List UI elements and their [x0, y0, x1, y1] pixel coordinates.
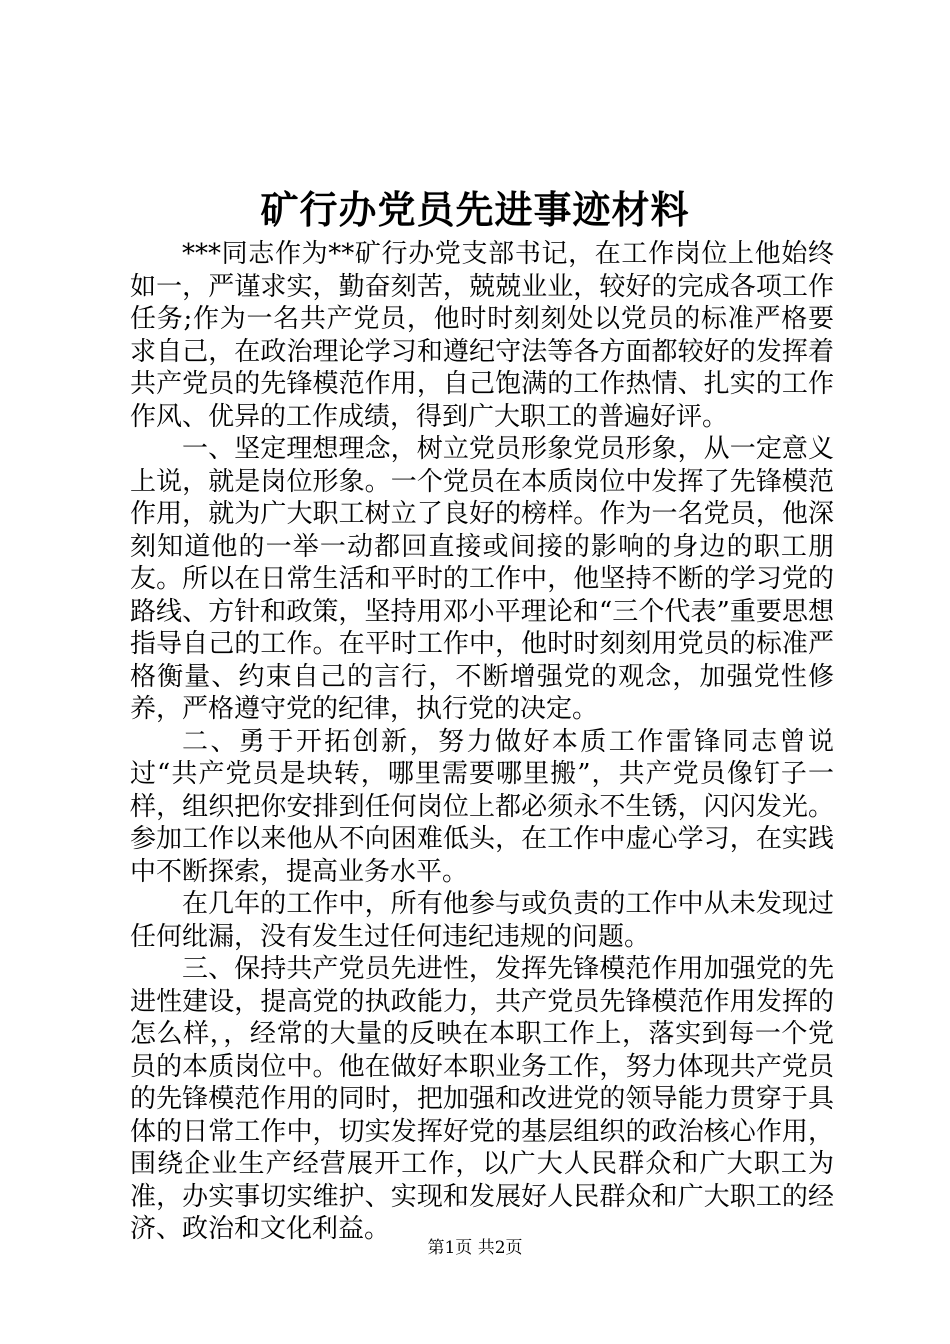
paragraph-section-3: 三、保持共产党员先进性，发挥先锋模范作用加强党的先进性建设，提高党的执政能力，共产党员先锋模范作用发挥的怎么样，，经常的大量的反映在本职工作上，落实到每一个党员的本质岗位中。他在做好本职业务工作，努力体现共产党员的先锋模范作用的同时，把加强和改进党的领导能力贯穿于具体的日常工作中，切实发挥好党的基层组织的政治核心作用，围绕企业生产经营展开工作，以广大人民群众和广大职工为准，办实事切实维护、实现和发展好人民群众和广大职工的经济、政治和文化利益。	[130, 954, 834, 1244]
document-body	[130, 238, 834, 1246]
paragraph-intro: ***同志作为**矿行办党支部书记，在工作岗位上他始终如一，严谨求实，勤奋刻苦，兢兢业业，较好的完成各项工作任务;作为一名共产党员，他时时刻刻处以党员的标准严格要求自己，在政治理论学习和遵纪守法等各方面都较好的发挥着共产党员的先锋模范作用，自己饱满的工作热情、扎实的工作作风、优异的工作成绩，得到广大职工的普遍好评。	[130, 239, 834, 432]
document-title: 矿行办党员先进事迹材料	[260, 187, 690, 232]
page-number-footer: 第1页 共2页	[427, 1238, 523, 1258]
paragraph-section-2-cont: 在几年的工作中，所有他参与或负责的工作中从未发现过任何纰漏，没有发生过任何违纪违规的问题。	[130, 889, 834, 952]
paragraph-section-2: 二、勇于开拓创新，努力做好本质工作雷锋同志曾说过“共产党员是块转，哪里需要哪里搬”，共产党员像钉子一样，组织把你安排到任何岗位上都必须永不生锈，闪闪发光。参加工作以来他从不向困难低头，在工作中虚心学习，在实践中不断探索，提高业务水平。	[130, 726, 834, 887]
paragraph-section-1: 一、坚定理想理念，树立党员形象党员形象，从一定意义上说，就是岗位形象。一个党员在本质岗位中发挥了先锋模范作用，就为广大职工树立了良好的榜样。作为一名党员，他深刻知道他的一举一动都回直接或间接的影响的身边的职工朋友。所以在日常生活和平时的工作中，他坚持不断的学习党的路线、方针和政策，坚持用邓小平理论和“三个代表”重要思想指导自己的工作。在平时工作中，他时时刻刻用党员的标准严格衡量、约束自己的言行，不断增强党的观念，加强党性修养，严格遵守党的纪律，执行党的决定。	[130, 434, 834, 724]
